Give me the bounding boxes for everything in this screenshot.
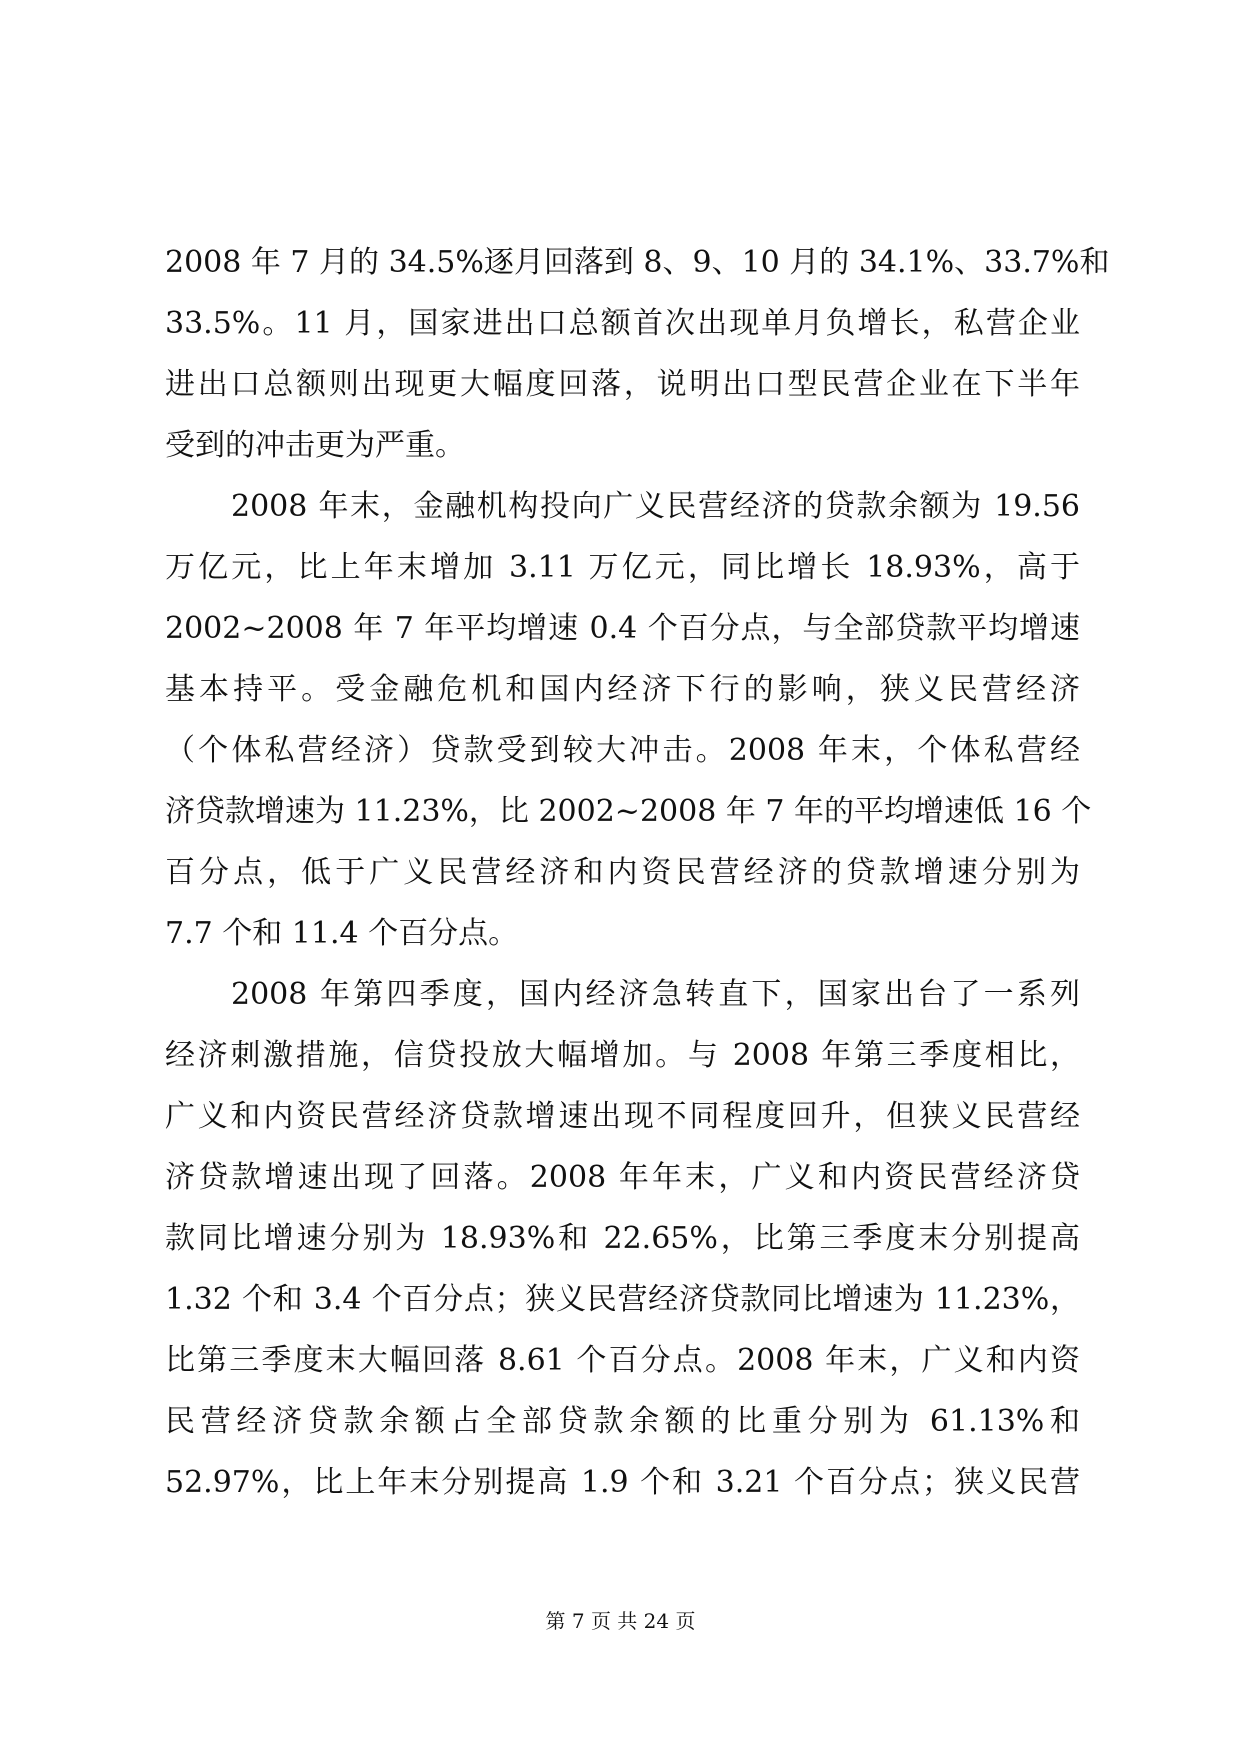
text-line: 经济刺激措施，信贷投放大幅增加。与 2008 年第三季度相比， <box>165 1038 1080 1073</box>
text-line: 百分点，低于广义民营经济和内资民营经济的贷款增速分别为 <box>165 855 1080 890</box>
text-line: 2002~2008 年 7 年平均增速 0.4 个百分点，与全部贷款平均增速 <box>165 611 1080 646</box>
text-line: 2008 年第四季度，国内经济急转直下，国家出台了一系列 <box>231 977 1080 1012</box>
text-line: 款同比增速分别为 18.93%和 22.65%，比第三季度末分别提高 <box>165 1221 1080 1256</box>
text-line: 广义和内资民营经济贷款增速出现不同程度回升，但狭义民营经 <box>165 1099 1080 1134</box>
body-text <box>165 232 1110 1513</box>
text-line: （个体私营经济）贷款受到较大冲击。2008 年末，个体私营经 <box>165 733 1080 768</box>
text-line: 2008 年末，金融机构投向广义民营经济的贷款余额为 19.56 <box>231 489 1080 524</box>
text-line: 7.7 个和 11.4 个百分点。 <box>165 916 519 951</box>
text-line: 1.32 个和 3.4 个百分点；狭义民营经济贷款同比增速为 11.23%， <box>165 1282 1080 1317</box>
text-line: 万亿元，比上年末增加 3.11 万亿元，同比增长 18.93%，高于 <box>165 550 1080 585</box>
text-line: 52.97%，比上年末分别提高 1.9 个和 3.21 个百分点；狭义民营 <box>165 1465 1080 1500</box>
text-line: 进出口总额则出现更大幅度回落，说明出口型民营企业在下半年 <box>165 367 1080 402</box>
text-line: 2008 年 7 月的 34.5%逐月回落到 8、9、10 月的 34.1%、33.7%和 <box>165 245 1110 280</box>
text-line: 民营经济贷款余额占全部贷款余额的比重分别为 61.13%和 <box>165 1404 1080 1439</box>
text-line: 33.5%。11 月，国家进出口总额首次出现单月负增长，私营企业 <box>165 306 1080 341</box>
text-line: 济贷款增速出现了回落。2008 年年末，广义和内资民营经济贷 <box>165 1160 1080 1195</box>
page-number-footer: 第 7 页 共 24 页 <box>545 1609 696 1633</box>
text-line: 受到的冲击更为严重。 <box>165 428 465 463</box>
text-line: 济贷款增速为 11.23%，比 2002~2008 年 7 年的平均增速低 16 个 <box>165 794 1092 829</box>
text-line: 基本持平。受金融危机和国内经济下行的影响，狭义民营经济 <box>165 672 1080 707</box>
text-line: 比第三季度末大幅回落 8.61 个百分点。2008 年末，广义和内资 <box>165 1343 1080 1378</box>
